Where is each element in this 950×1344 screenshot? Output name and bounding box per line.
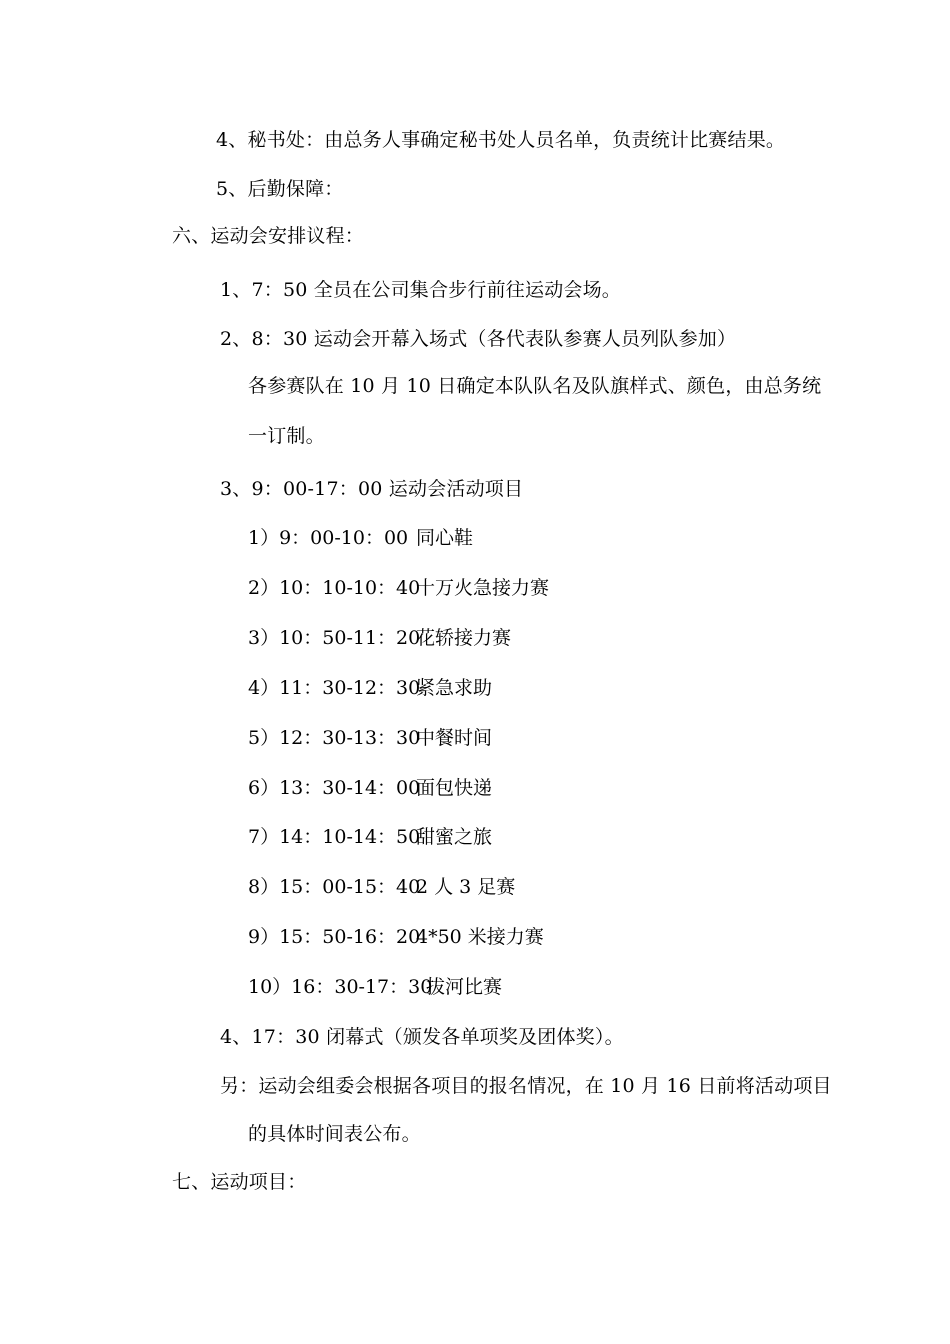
agenda-item-4: 4、17：30 闭幕式（颁发各单项奖及团体奖）。 <box>220 1026 624 1048</box>
schedule-time: 1）9：00-10：00 <box>248 527 409 549</box>
schedule-time: 5）12：30-13：30 <box>248 727 421 749</box>
schedule-event: 中餐时间 <box>416 727 493 749</box>
schedule-time: 7）14：10-14：50 <box>248 826 421 848</box>
schedule-row <box>248 726 492 750</box>
schedule-time: 4）11：30-12：30 <box>248 677 421 699</box>
schedule-row <box>248 825 492 849</box>
agenda-item-1: 1、7：50 全员在公司集合步行前往运动会场。 <box>220 279 621 301</box>
schedule-time: 10）16：30-17：30 <box>248 976 433 998</box>
agenda-item-2-note-cont: 一订制。 <box>248 425 325 447</box>
schedule-row <box>248 676 492 700</box>
schedule-row <box>248 776 492 800</box>
schedule-row <box>248 875 515 899</box>
section-heading-6: 六、运动会安排议程： <box>172 225 365 247</box>
schedule-event: 4*50 米接力赛 <box>416 926 544 948</box>
schedule-row <box>248 626 511 650</box>
schedule-row <box>248 975 502 999</box>
schedule-time: 6）13：30-14：00 <box>248 777 421 799</box>
paragraph-secretariat: 4、秘书处：由总务人事确定秘书处人员名单，负责统计比赛结果。 <box>216 129 786 151</box>
schedule-event: 拔河比赛 <box>426 976 503 998</box>
schedule-event: 花轿接力赛 <box>416 627 512 649</box>
schedule-event: 2 人 3 足赛 <box>416 876 516 898</box>
schedule-time: 2）10：10-10：40 <box>248 577 421 599</box>
schedule-time: 3）10：50-11：20 <box>248 627 421 649</box>
schedule-event: 甜蜜之旅 <box>416 826 493 848</box>
agenda-item-3: 3、9：00-17：00 运动会活动项目 <box>220 478 524 500</box>
schedule-row <box>248 576 549 600</box>
schedule-event: 紧急求助 <box>416 677 493 699</box>
note-paragraph: 另：运动会组委会根据各项目的报名情况，在 10 月 16 日前将活动项目 <box>220 1075 832 1097</box>
schedule-row <box>248 526 473 550</box>
schedule-time: 8）15：00-15：40 <box>248 876 421 898</box>
schedule-event: 十万火急接力赛 <box>416 577 550 599</box>
schedule-time: 9）15：50-16：20 <box>248 926 421 948</box>
note-paragraph-cont: 的具体时间表公布。 <box>248 1123 421 1145</box>
schedule-row <box>248 925 544 949</box>
agenda-item-2-note: 各参赛队在 10 月 10 日确定本队队名及队旗样式、颜色，由总务统 <box>248 375 822 397</box>
paragraph-logistics: 5、后勤保障： <box>216 178 344 200</box>
schedule-event: 同心鞋 <box>416 527 474 549</box>
section-heading-7: 七、运动项目： <box>172 1171 307 1193</box>
schedule-event: 面包快递 <box>416 777 493 799</box>
agenda-item-2: 2、8：30 运动会开幕入场式（各代表队参赛人员列队参加） <box>220 328 737 350</box>
